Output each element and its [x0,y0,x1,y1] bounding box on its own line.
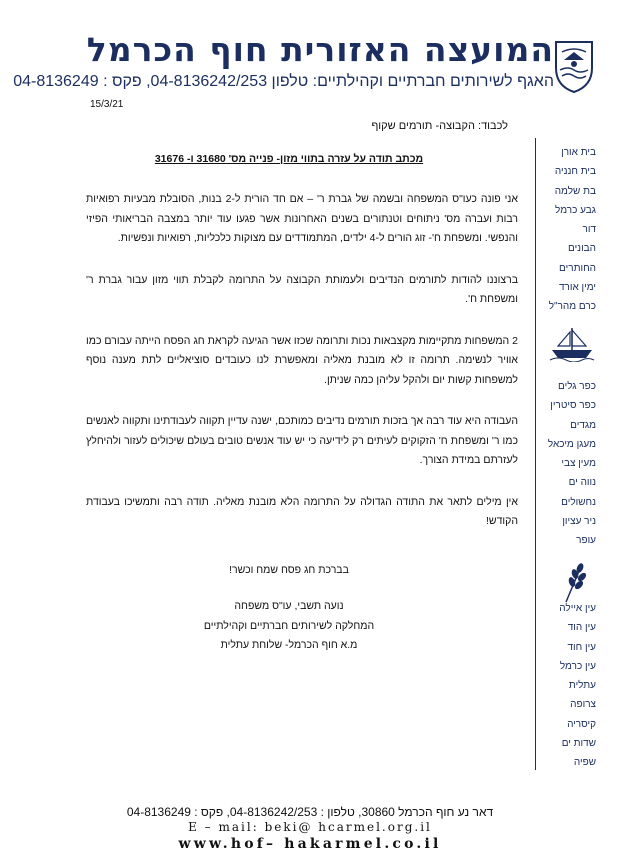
settlement-item: בית חנניה [554,166,596,178]
settlement-item: קיסריה [567,718,596,730]
settlement-item: הבונים [568,243,596,255]
signature-branch: מ.א חוף הכרמל- שלוחת עתלית [220,639,358,651]
settlement-item: בית אורן [561,147,596,158]
sidebar-settlements-group-2 [528,377,596,551]
footer-email: E – mail: beki@ hcarmel.org.il [188,820,432,834]
settlement-item: מעגן מיכאל [547,438,596,450]
settlement-item: עין איילה [559,603,596,614]
footer-address: דאר נע חוף הכרמל 30860, טלפון : 04-8136242/253, פקס : 04-8136249 [126,805,494,819]
settlement-item: דור [582,224,596,236]
settlement-item: גבע כרמל [555,204,596,216]
settlement-item: צרופה [570,699,596,711]
body-paragraph: ברצוננו להודות לתורמים הנדיבים ולעמותת הקבוצה על התרומה לקבלת תווי מזון עבור גברת ר' ומשפחת ח'. [86,273,518,305]
signature-name: נועה תשבי, עו"ס משפחה [234,600,344,612]
settlement-item: עין חוד [567,641,596,653]
settlement-item: עין הוד [567,622,596,634]
settlement-item: כפר סיטרין [550,400,596,412]
council-title: המועצה האזורית חוף הכרמל [86,30,554,69]
sidebar-settlements-group-3 [528,599,596,773]
body-paragraph: 2 המשפחות מתקיימות מקצבאות נכות ותרומה שכזו אשר הגיעה לקראת חג הפסח הייתה עבורם כמו אוויר לנשימה. תרומה זו לא מובנת מאליה ומאפשרת לנו כעובדים סוציאליים לתת מענה נוסף למשפחות קשות יום ולהקל עליהן כמה שניתן. [86,334,518,386]
greeting: בברכת חג פסח שמח וכשר! [229,564,349,576]
body-paragraph: אין מילים לתאר את התודה הגדולה על התרומה הלא מובנת מאליה. תודה רבה ותמשיכו בעבודת הקודש! [86,495,518,527]
signature-department: המחלקה לשירותים חברתיים וקהילתיים [203,620,375,632]
settlement-item: החותרים [559,262,596,274]
footer-website: www.hof– hakarmel.co.il [178,836,442,852]
council-emblem-icon [552,38,596,94]
settlement-item: שדות ים [561,738,596,750]
settlement-item: עופר [576,535,596,547]
department-contact-line: האגף לשירותים חברתיים וקהילתיים: טלפון 04-8136242/253, פקס : 04-8136249 [13,73,554,90]
settlement-item: שפיה [573,757,596,769]
letter-body [86,190,518,554]
settlement-item: מעין צבי [561,458,596,470]
body-paragraph: העבודה היא עוד רבה אך בזכות תורמים נדיבים כמותכם, ישנה עדיין תקווה לעבודתינו ותקווה לאנשים כמו ר' ומשפחת ח' הזקוקים לעיתים רק לידיעה כי יש עוד אנשים טובים בעולם שיכולים לעזור ולהיחלץ לעזרתם במידת הצורך. [86,415,518,466]
settlement-item: ימין אורד [558,282,596,294]
wheat-icon [560,560,590,604]
settlement-item: בת שלמה [554,185,596,197]
letter-subject: מכתב תודה על עזרה בתווי מזון- פנייה מס' 31680 ו- 31676 [154,153,424,165]
settlement-item: עתלית [568,680,596,692]
settlement-item: נווה ים [568,477,596,489]
settlement-item: עין כרמל [559,660,596,672]
settlement-item: כפר גלים [558,381,596,392]
settlement-item: ניר עציון [562,516,596,528]
letter-date: 15/3/21 [90,99,124,110]
settlement-item: כרם מהר"ל [548,301,596,313]
settlement-item: נחשולים [561,496,596,508]
body-paragraph: אני פונה כעו"ס המשפחה ובשמה של גברת ר' – אם חד הורית ל-2 בנות, הסובלת מבעיות רפואיות רבות ועברה מס' ניתוחים וטנתורים בשנים האחרונות אשר פגעו עוד יותר במצבה הבריאותי הפיזי והנפשי. ומשפחת ח'- זוג הורים ל-4 ילדים, המתמודדים עם מצוקות כלכליות, רפואיות ונפשיות. [86,193,518,244]
sidebar-settlements-group-1 [528,143,596,317]
letter-addressee: לכבוד: הקבוצה- תורמים שקוף [371,120,508,132]
ship-icon [548,326,596,362]
settlement-item: מגדים [570,419,596,431]
